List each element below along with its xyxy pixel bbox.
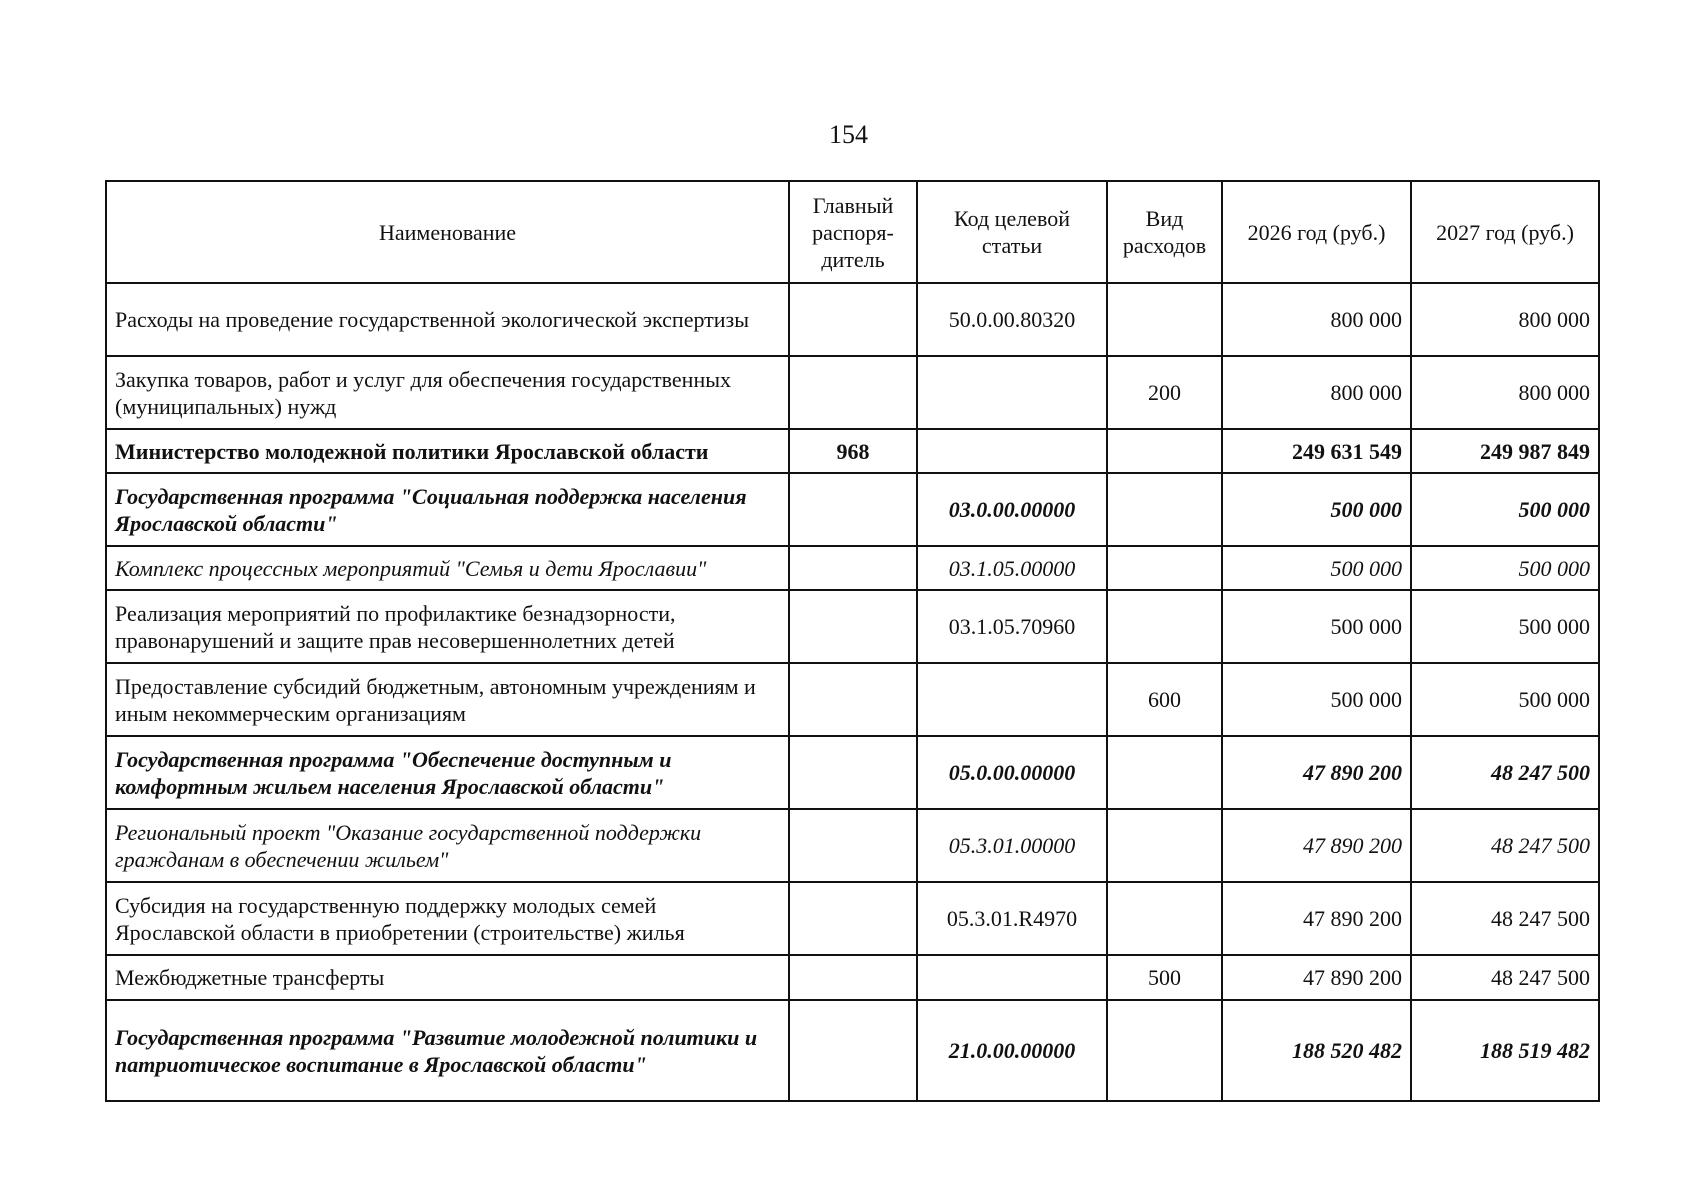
cell-manager [789, 1000, 917, 1101]
cell-code: 50.0.00.80320 [917, 283, 1107, 356]
cell-manager [789, 955, 917, 1000]
table-header-row [106, 181, 1599, 283]
cell-manager [789, 736, 917, 809]
budget-table [105, 180, 1600, 1102]
cell-code: 05.3.01.00000 [917, 809, 1107, 882]
cell-code: 03.0.00.00000 [917, 473, 1107, 546]
cell-manager [789, 663, 917, 736]
cell-name: Реализация мероприятий по профилактике безнадзорности, правонарушений и защите прав несовершеннолетних детей [106, 590, 789, 663]
header-name: Наименование [106, 181, 789, 283]
cell-2026: 47 890 200 [1222, 955, 1411, 1000]
cell-type [1107, 882, 1222, 955]
cell-code: 03.1.05.70960 [917, 590, 1107, 663]
cell-2026: 500 000 [1222, 546, 1411, 590]
cell-manager [789, 809, 917, 882]
cell-2026: 800 000 [1222, 283, 1411, 356]
cell-manager [789, 590, 917, 663]
cell-2027: 48 247 500 [1411, 736, 1599, 809]
cell-type [1107, 590, 1222, 663]
cell-2027: 500 000 [1411, 590, 1599, 663]
cell-code [917, 356, 1107, 429]
cell-2027: 500 000 [1411, 663, 1599, 736]
cell-manager [789, 473, 917, 546]
cell-2027: 800 000 [1411, 283, 1599, 356]
cell-name: Государственная программа "Обеспечение доступным и комфортным жильем населения Ярославской области" [106, 736, 789, 809]
cell-name: Предоставление субсидий бюджетным, автономным учреждениям и иным некоммерческим организациям [106, 663, 789, 736]
table-row [106, 473, 1599, 546]
cell-name: Региональный проект "Оказание государственной поддержки гражданам в обеспечении жильем" [106, 809, 789, 882]
header-manager: Главный распоря-дитель [789, 181, 917, 283]
cell-2027: 500 000 [1411, 473, 1599, 546]
cell-name: Субсидия на государственную поддержку молодых семей Ярославской области в приобретении (строительстве) жилья [106, 882, 789, 955]
header-type: Вид расходов [1107, 181, 1222, 283]
cell-name: Государственная программа "Социальная поддержка населения Ярославской области" [106, 473, 789, 546]
cell-type [1107, 736, 1222, 809]
cell-2027: 500 000 [1411, 546, 1599, 590]
table-row [106, 955, 1599, 1000]
cell-manager [789, 882, 917, 955]
cell-name: Межбюджетные трансферты [106, 955, 789, 1000]
cell-2026: 500 000 [1222, 663, 1411, 736]
table-row [106, 736, 1599, 809]
cell-manager [789, 283, 917, 356]
header-code: Код целевой статьи [917, 181, 1107, 283]
cell-2026: 188 520 482 [1222, 1000, 1411, 1101]
cell-2026: 47 890 200 [1222, 882, 1411, 955]
cell-2027: 48 247 500 [1411, 809, 1599, 882]
table-row [106, 882, 1599, 955]
cell-name: Закупка товаров, работ и услуг для обеспечения государственных (муниципальных) нужд [106, 356, 789, 429]
cell-name: Расходы на проведение государственной экологической экспертизы [106, 283, 789, 356]
cell-2026: 500 000 [1222, 590, 1411, 663]
cell-2027: 48 247 500 [1411, 882, 1599, 955]
table-row [106, 283, 1599, 356]
cell-type [1107, 546, 1222, 590]
cell-code: 05.0.00.00000 [917, 736, 1107, 809]
cell-code: 21.0.00.00000 [917, 1000, 1107, 1101]
cell-type: 600 [1107, 663, 1222, 736]
table-row [106, 590, 1599, 663]
cell-code [917, 429, 1107, 473]
cell-name: Комплекс процессных мероприятий "Семья и дети Ярославии" [106, 546, 789, 590]
cell-2027: 48 247 500 [1411, 955, 1599, 1000]
cell-2027: 249 987 849 [1411, 429, 1599, 473]
cell-code: 05.3.01.R4970 [917, 882, 1107, 955]
cell-name: Министерство молодежной политики Ярославской области [106, 429, 789, 473]
cell-name: Государственная программа "Развитие молодежной политики и патриотическое воспитание в Ярославской области" [106, 1000, 789, 1101]
cell-2026: 800 000 [1222, 356, 1411, 429]
cell-2026: 47 890 200 [1222, 736, 1411, 809]
cell-type [1107, 1000, 1222, 1101]
cell-type [1107, 283, 1222, 356]
cell-code: 03.1.05.00000 [917, 546, 1107, 590]
cell-type [1107, 809, 1222, 882]
cell-code [917, 663, 1107, 736]
header-2027: 2027 год (руб.) [1411, 181, 1599, 283]
cell-2026: 47 890 200 [1222, 809, 1411, 882]
cell-2026: 500 000 [1222, 473, 1411, 546]
cell-2027: 800 000 [1411, 356, 1599, 429]
cell-manager: 968 [789, 429, 917, 473]
table-row [106, 546, 1599, 590]
cell-manager [789, 356, 917, 429]
table-row [106, 1000, 1599, 1101]
cell-2027: 188 519 482 [1411, 1000, 1599, 1101]
cell-type: 500 [1107, 955, 1222, 1000]
table-row [106, 809, 1599, 882]
cell-type [1107, 429, 1222, 473]
cell-type [1107, 473, 1222, 546]
cell-code [917, 955, 1107, 1000]
table-row [106, 663, 1599, 736]
table-body [106, 283, 1599, 1101]
header-2026: 2026 год (руб.) [1222, 181, 1411, 283]
cell-type: 200 [1107, 356, 1222, 429]
cell-2026: 249 631 549 [1222, 429, 1411, 473]
cell-manager [789, 546, 917, 590]
page-number: 154 [829, 120, 868, 149]
table-row [106, 356, 1599, 429]
table-row [106, 429, 1599, 473]
